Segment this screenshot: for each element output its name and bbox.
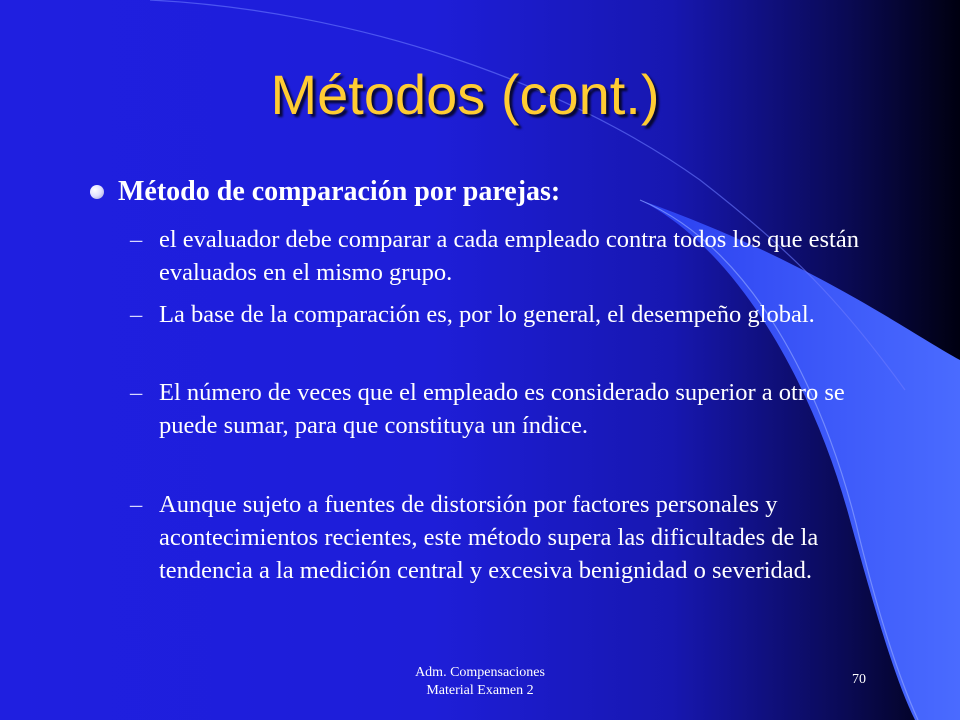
- main-bullet-text: Método de comparación por parejas:: [118, 176, 561, 207]
- sub-bullet-text: El número de veces que el empleado es considerado superior a otro se puede sumar, para que constituya un índice.: [159, 379, 845, 439]
- dash-icon: –: [130, 491, 143, 518]
- footer-line-1: Adm. Compensaciones: [415, 665, 545, 680]
- sub-bullet-text: La base de la comparación es, por lo general, el desempeño global.: [159, 301, 815, 328]
- slide-footer: [370, 664, 590, 700]
- sub-bullet-text: el evaluador debe comparar a cada empleado contra todos los que están evaluados en el mismo grupo.: [159, 226, 859, 286]
- bullet-dot-icon: [90, 185, 104, 199]
- main-bullet: [90, 176, 560, 208]
- sub-bullet-1: [130, 223, 860, 289]
- sub-bullet-2: [130, 298, 860, 331]
- sub-bullet-3: [130, 376, 860, 442]
- page-number: 70: [852, 672, 866, 687]
- sub-bullet-4: [130, 488, 860, 587]
- dash-icon: –: [130, 226, 143, 253]
- footer-line-2: Material Examen 2: [426, 683, 534, 698]
- slide-title: Métodos (cont.): [270, 63, 660, 126]
- dash-icon: –: [130, 301, 143, 328]
- dash-icon: –: [130, 379, 143, 406]
- sub-bullet-text: Aunque sujeto a fuentes de distorsión por factores personales y acontecimientos recientes, este método supera las dificultades de la tendencia a la medición central y excesiva benignidad o severidad.: [159, 491, 819, 584]
